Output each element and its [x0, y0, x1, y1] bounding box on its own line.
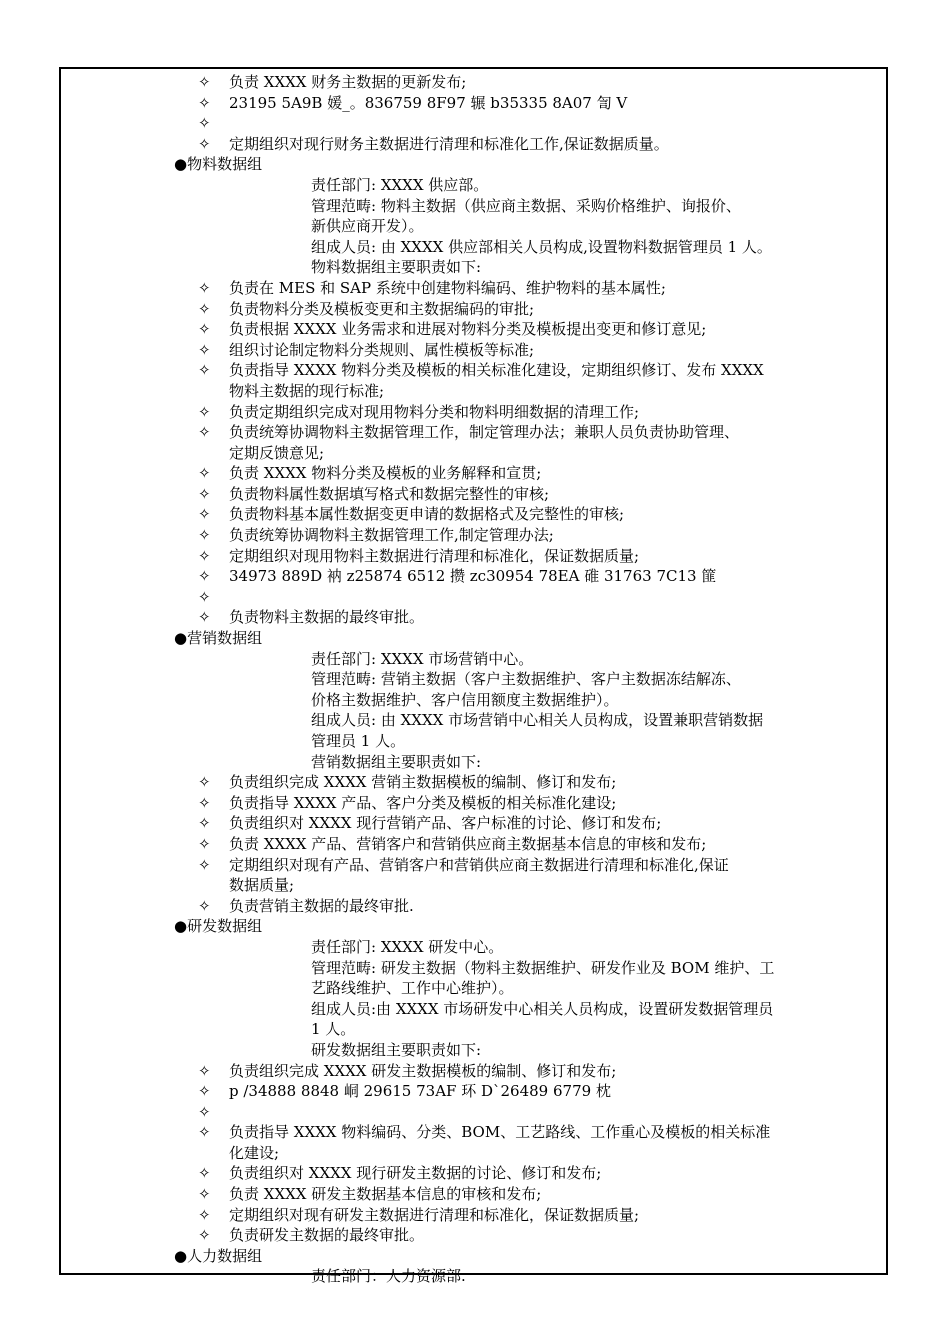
diamond-bullet-icon: ✧ [198, 773, 211, 792]
document-line [61, 504, 886, 525]
list-item-text: 组织讨论制定物料分类规则、属性模板等标准; [229, 340, 535, 359]
list-item-text: 负责统筹协调物料主数据管理工作，制定管理办法；兼职人员负责协助管理、 [229, 423, 740, 442]
list-item-text: 物料主数据的现行标准; [229, 381, 385, 400]
document-line [61, 669, 886, 690]
list-item-text: 负责在 MES 和 SAP 系统中创建物料编码、维护物料的基本属性; [229, 278, 666, 297]
section-info-text: 营销数据组主要职责如下: [311, 752, 482, 771]
document-line [61, 525, 886, 546]
document-line [61, 875, 886, 896]
section-info-text: 管理范畴: 营销主数据（客户主数据维护、客户主数据冻结解冻、 [311, 670, 741, 689]
document-line [61, 1246, 886, 1267]
list-item-text: 化建设; [229, 1143, 280, 1162]
section-heading: ●研发数据组 [174, 917, 263, 936]
section-info-text: 艺路线维护、工作中心维护）。 [311, 979, 514, 998]
diamond-bullet-icon: ✧ [198, 834, 211, 853]
diamond-bullet-icon: ✧ [198, 608, 211, 627]
diamond-bullet-icon: ✧ [198, 299, 211, 318]
list-item-text: 负责组织完成 XXXX 研发主数据模板的编制、修订和发布; [229, 1061, 617, 1080]
diamond-bullet-icon: ✧ [198, 484, 211, 503]
section-info-text: 组成人员:由 XXXX 市场研发中心相关人员构成，设置研发数据管理员 [311, 999, 774, 1018]
document-line [61, 752, 886, 773]
section-info-text: 管理员 1 人。 [311, 732, 406, 750]
diamond-bullet-icon: ✧ [198, 526, 211, 545]
document-line [61, 72, 886, 93]
document-line [61, 896, 886, 917]
document-line [61, 607, 886, 628]
document-line [61, 628, 886, 649]
document-line [61, 1081, 886, 1102]
document-line [61, 1143, 886, 1164]
diamond-bullet-icon: ✧ [198, 793, 211, 812]
document-line [61, 566, 886, 587]
diamond-bullet-icon: ✧ [198, 1226, 211, 1245]
document-line [61, 463, 886, 484]
document-line [61, 731, 886, 752]
list-item-text: 负责指导 XXXX 产品、客户分类及模板的相关标准化建设; [229, 793, 617, 812]
diamond-bullet-icon: ✧ [198, 1164, 211, 1183]
section-info-text: 新供应商开发）。 [311, 217, 424, 236]
section-heading: ●营销数据组 [174, 629, 263, 648]
list-item-text: 负责营销主数据的最终审批. [229, 896, 414, 915]
document-line [61, 422, 886, 443]
document-line [61, 299, 886, 320]
list-item-text: 负责物料属性数据填写格式和数据完整性的审核; [229, 484, 550, 503]
document-line [61, 546, 886, 567]
section-info-text: 组成人员: 由 XXXX 供应部相关人员构成,设置物料数据管理员 1 人。 [311, 237, 772, 256]
document-line [61, 196, 886, 217]
list-item-text: 负责 XXXX 财务主数据的更新发布; [229, 73, 467, 91]
diamond-bullet-icon: ✧ [198, 1205, 211, 1224]
list-item-text: 23195 5A9B 媛_。836759 8F97 辗 b35335 8A07 訇 V [229, 93, 628, 112]
diamond-bullet-icon: ✧ [198, 464, 211, 483]
list-item-text: 负责统筹协调物料主数据管理工作,制定管理办法; [229, 526, 554, 545]
document-frame [59, 67, 888, 1286]
list-item-text: 定期组织对现有产品、营销客户和营销供应商主数据进行清理和标准化,保证 [229, 855, 729, 874]
diamond-bullet-icon: ✧ [198, 73, 211, 91]
list-item-text: 负责指导 XXXX 物料分类及模板的相关标准化建设，定期组织修订、发布 XXXX [229, 361, 764, 380]
document-line [61, 1019, 886, 1040]
document-line [61, 154, 886, 175]
list-item-text: 负责 XXXX 物料分类及模板的业务解释和宣贯; [229, 464, 542, 483]
document-line [61, 257, 886, 278]
section-info-text: 价格主数据维护、客户信用额度主数据维护）。 [311, 690, 619, 709]
section-info-text: 物料数据组主要职责如下: [311, 258, 482, 277]
list-item-text: 34973 889D 衲 z25874 6512 攒 zc30954 78EA 碓 31763 7C13 篚 [229, 567, 717, 586]
document-line [61, 649, 886, 670]
diamond-bullet-icon: ✧ [198, 134, 211, 153]
document-line [61, 1061, 886, 1082]
diamond-bullet-icon: ✧ [198, 814, 211, 833]
document-line [61, 134, 886, 155]
diamond-bullet-icon: ✧ [198, 320, 211, 339]
document-line [61, 216, 886, 237]
list-item-text: p /34888 8848 峒 29615 73AF 环 D`26489 6779 枕 [229, 1082, 611, 1101]
section-info-text: 责任部门: XXXX 研发中心。 [311, 937, 504, 956]
list-item-text: 定期组织对现行财务主数据进行清理和标准化工作,保证数据质量。 [229, 134, 669, 153]
document-line [61, 1184, 886, 1205]
document-line [61, 113, 886, 134]
list-item-text: 负责物料主数据的最终审批。 [229, 608, 425, 627]
diamond-bullet-icon: ✧ [198, 567, 211, 586]
document-line [61, 319, 886, 340]
document-line [61, 278, 886, 299]
list-item-text: 负责 XXXX 产品、营销客户和营销供应商主数据基本信息的审核和发布; [229, 834, 707, 853]
section-info-text: 责任部门: XXXX 市场营销中心。 [311, 649, 534, 668]
diamond-bullet-icon: ✧ [198, 546, 211, 565]
section-info-text: 责任部门: XXXX 供应部。 [311, 175, 489, 194]
section-info-text: 管理范畴: 物料主数据（供应商主数据、采购价格维护、询报价、 [311, 196, 741, 215]
document-line [61, 587, 886, 608]
diamond-bullet-icon: ✧ [198, 278, 211, 297]
list-item-text: 负责物料基本属性数据变更申请的数据格式及完整性的审核; [229, 505, 625, 524]
document-line [61, 937, 886, 958]
list-item-text: 负责根据 XXXX 业务需求和进展对物料分类及模板提出变更和修订意见; [229, 320, 707, 339]
list-item-text: 负责组织完成 XXXX 营销主数据模板的编制、修订和发布; [229, 773, 617, 792]
document-line [61, 958, 886, 979]
diamond-bullet-icon: ✧ [198, 855, 211, 874]
list-item-text: 负责 XXXX 研发主数据基本信息的审核和发布; [229, 1185, 542, 1204]
document-line [61, 1266, 886, 1287]
list-item-text: 负责指导 XXXX 物料编码、分类、BOM、工艺路线、工作重心及模板的相关标准 [229, 1123, 771, 1142]
list-item-text: 负责研发主数据的最终审批。 [229, 1226, 425, 1245]
document-line [61, 402, 886, 423]
document-line [61, 916, 886, 937]
document-line [61, 793, 886, 814]
document-line [61, 340, 886, 361]
list-item-text: 负责组织对 XXXX 现行研发主数据的讨论、修订和发布; [229, 1164, 602, 1183]
document-line [61, 834, 886, 855]
document-line [61, 978, 886, 999]
document-line [61, 1102, 886, 1123]
document-line [61, 1205, 886, 1226]
document-line [61, 772, 886, 793]
diamond-bullet-icon: ✧ [198, 361, 211, 380]
list-item-text: 负责物料分类及模板变更和主数据编码的审批; [229, 299, 535, 318]
diamond-bullet-icon: ✧ [198, 114, 211, 133]
document-line [61, 710, 886, 731]
diamond-bullet-icon: ✧ [198, 1123, 211, 1142]
section-info-text: 责任部门：人力资源部. [311, 1267, 466, 1286]
diamond-bullet-icon: ✧ [198, 1102, 211, 1121]
list-item-text: 定期反馈意见; [229, 443, 325, 462]
diamond-bullet-icon: ✧ [198, 896, 211, 915]
document-body [61, 72, 886, 1287]
document-line [61, 381, 886, 402]
document-line [61, 1163, 886, 1184]
diamond-bullet-icon: ✧ [198, 402, 211, 421]
section-info-text: 研发数据组主要职责如下: [311, 1040, 482, 1059]
diamond-bullet-icon: ✧ [198, 1061, 211, 1080]
document-line [61, 1040, 886, 1061]
document-line [61, 813, 886, 834]
list-item-text: 负责定期组织完成对现用物料分类和物料明细数据的清理工作; [229, 402, 640, 421]
diamond-bullet-icon: ✧ [198, 505, 211, 524]
document-line [61, 93, 886, 114]
document-line [61, 443, 886, 464]
list-item-text: 定期组织对现用物料主数据进行清理和标准化，保证数据质量; [229, 546, 640, 565]
diamond-bullet-icon: ✧ [198, 93, 211, 112]
section-info-text: 1 人。 [311, 1020, 356, 1039]
section-heading: ●物料数据组 [174, 155, 263, 174]
list-item-text: 负责组织对 XXXX 现行营销产品、客户标准的讨论、修订和发布; [229, 814, 662, 833]
document-line [61, 855, 886, 876]
document-line [61, 1122, 886, 1143]
diamond-bullet-icon: ✧ [198, 1185, 211, 1204]
document-line [61, 999, 886, 1020]
document-line [61, 484, 886, 505]
section-heading: ●人力数据组 [174, 1246, 263, 1265]
document-line [61, 237, 886, 258]
list-item-text: 定期组织对现有研发主数据进行清理和标准化，保证数据质量; [229, 1205, 640, 1224]
document-line [61, 690, 886, 711]
diamond-bullet-icon: ✧ [198, 587, 211, 606]
list-item-text: 数据质量; [229, 876, 295, 895]
document-line [61, 1225, 886, 1246]
diamond-bullet-icon: ✧ [198, 1082, 211, 1101]
diamond-bullet-icon: ✧ [198, 423, 211, 442]
document-line [61, 360, 886, 381]
section-info-text: 组成人员: 由 XXXX 市场营销中心相关人员构成，设置兼职营销数据 [311, 711, 764, 730]
section-info-text: 管理范畴: 研发主数据（物料主数据维护、研发作业及 BOM 维护、工 [311, 958, 775, 977]
diamond-bullet-icon: ✧ [198, 340, 211, 359]
document-line [61, 175, 886, 196]
